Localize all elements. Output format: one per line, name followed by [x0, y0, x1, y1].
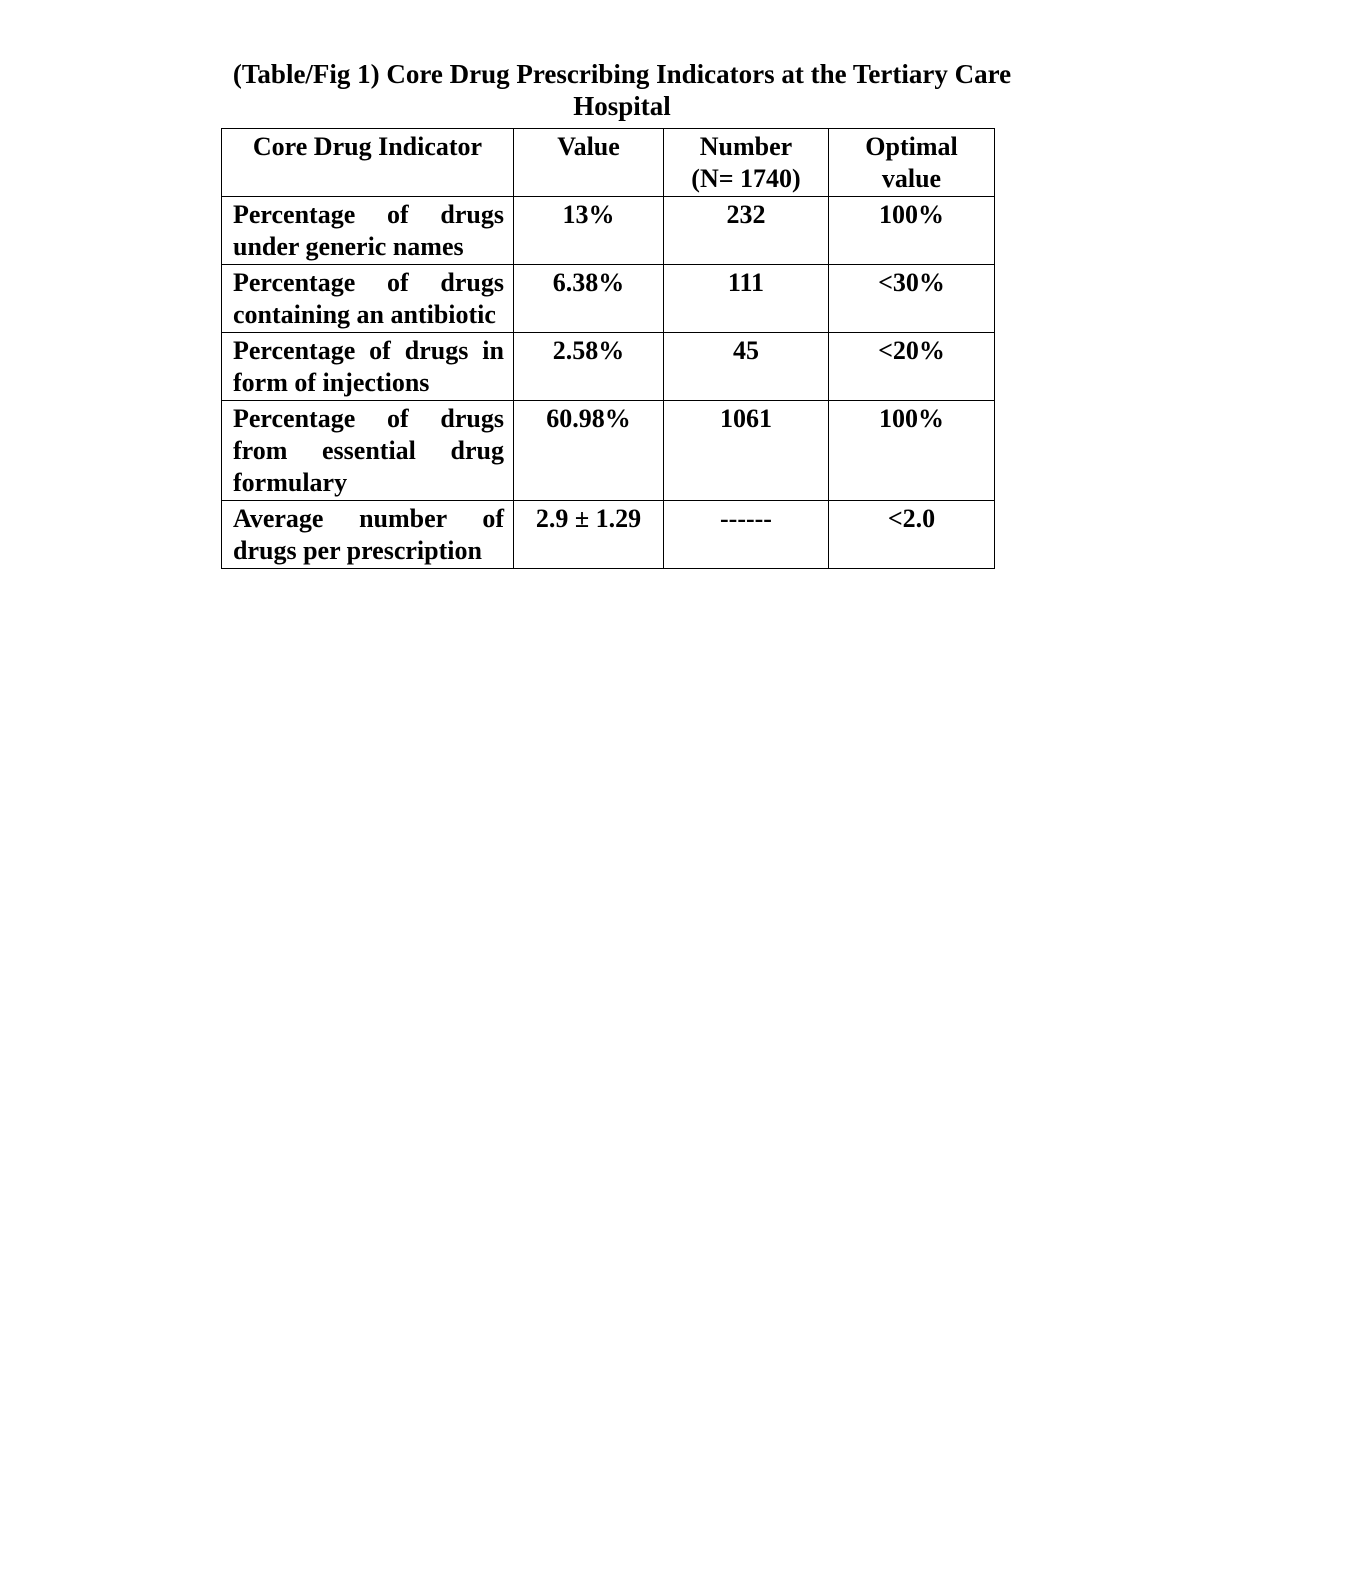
row-value: 6.38%: [514, 265, 664, 333]
row-number: 232: [664, 197, 829, 265]
row-optimal-value: <20%: [829, 333, 995, 401]
row-number: ------: [664, 501, 829, 569]
row-optimal-value: <2.0: [829, 501, 995, 569]
header-number-line-2: (N= 1740): [691, 164, 801, 193]
row-indicator: Percentage of drugs from essential drug formulary: [222, 401, 514, 501]
row-optimal-value: 100%: [829, 401, 995, 501]
header-value: Value: [514, 129, 664, 197]
table-caption: [200, 58, 1044, 122]
row-indicator: Percentage of drugs under generic names: [222, 197, 514, 265]
header-number: [664, 129, 829, 197]
header-core-drug-indicator: Core Drug Indicator: [222, 129, 514, 197]
table-row: [222, 401, 995, 501]
core-drug-indicators-table: [221, 128, 995, 569]
row-optimal-value: 100%: [829, 197, 995, 265]
row-value: 13%: [514, 197, 664, 265]
table-caption-line-1: (Table/Fig 1) Core Drug Prescribing Indicators at the Tertiary Care: [232, 59, 1012, 89]
row-optimal-value: <30%: [829, 265, 995, 333]
header-optimal-value: [829, 129, 995, 197]
row-value: 2.58%: [514, 333, 664, 401]
row-indicator: Percentage of drugs in form of injections: [222, 333, 514, 401]
row-value: 2.9 ± 1.29: [514, 501, 664, 569]
row-number: 45: [664, 333, 829, 401]
table-row: [222, 265, 995, 333]
header-optimal-line-2: value: [881, 164, 942, 193]
row-value: 60.98%: [514, 401, 664, 501]
table-row: [222, 333, 995, 401]
row-number: 111: [664, 265, 829, 333]
table-row: [222, 197, 995, 265]
table-header-row: [222, 129, 995, 197]
row-indicator: Percentage of drugs containing an antibiotic: [222, 265, 514, 333]
header-number-line-1: Number: [699, 132, 793, 161]
table-row: [222, 501, 995, 569]
row-indicator: Average number of drugs per prescription: [222, 501, 514, 569]
row-number: 1061: [664, 401, 829, 501]
header-optimal-line-1: Optimal: [865, 132, 958, 161]
table-caption-line-2: Hospital: [573, 91, 671, 121]
